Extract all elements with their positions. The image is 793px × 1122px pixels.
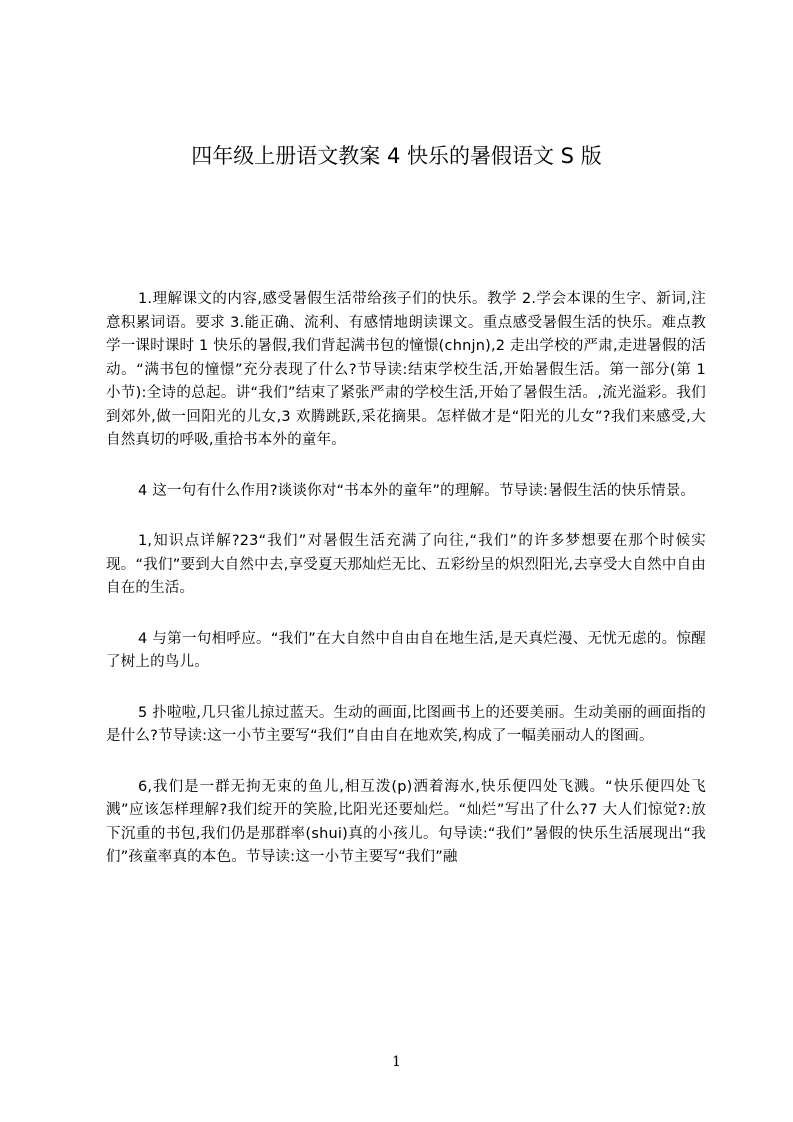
document-title: 四年级上册语文教案 4 快乐的暑假语文 S 版	[191, 144, 602, 168]
paragraph-2: 4 这一句有什么作用?谈谈你对“书本外的童年”的理解。节导读:暑假生活的快乐情景。	[138, 482, 696, 499]
paragraph-6: 6,我们是一群无拘无束的鱼儿,相互泼(p)洒着海水,快乐便四处飞溅。“快乐便四处飞溅”应该怎样理解?我们绽开的笑脸,比阳光还要灿烂。“灿烂”写出了什么?7 大人们惊觉?:放下沉重的书包,我们仍是那群率(shui)真的小孩儿。句导读:“我们”暑假的快乐生活展现出“我们”孩童率真的本色。节导读:这一小节主要写“我们”融	[106, 778, 706, 865]
paragraph-5: 5 扑啦啦,几只雀儿掠过蓝天。生动的画面,比图画书上的还要美丽。生动美丽的画面指的是什么?节导读:这一小节主要写“我们”自由自在地欢笑,构成了一幅美丽动人的图画。	[106, 704, 706, 744]
paragraph-4: 4 与第一句相呼应。“我们”在大自然中自由自在地生活,是天真烂漫、无忧无虑的。惊醒了树上的鸟儿。	[106, 630, 706, 670]
paragraph-1: 1.理解课文的内容,感受暑假生活带给孩子们的快乐。教学 2.学会本课的生字、新词,注意积累词语。要求 3.能正确、流利、有感情地朗读课文。重点感受暑假生活的快乐。难点教学一课时课时 1 快乐的暑假,我们背起满书包的憧憬(chnjn),2 走出学校的严肃,走进暑假的活动。“满书包的憧憬”充分表现了什么?节导读:结束学校生活,开始暑假生活。第一部分(第 1 小节):全诗的总起。讲“我们”结束了紧张严肃的学校生活,开始了暑假生活。,流光溢彩。我们到郊外,做一回阳光的儿女,3 欢腾跳跃,采花摘果。怎样做才是“阳光的儿女”?我们来感受,大自然真切的呼吸,重拾书本外的童年。	[106, 291, 706, 448]
page-number: 1	[392, 1054, 401, 1070]
paragraph-3: 1,知识点详解?23“我们”对暑假生活充满了向往,“我们”的许多梦想要在那个时候实现。“我们”要到大自然中去,享受夏天那灿烂无比、五彩纷呈的炽烈阳光,去享受大自然中自由自在的生活。	[106, 533, 706, 596]
document-body	[106, 288, 706, 897]
